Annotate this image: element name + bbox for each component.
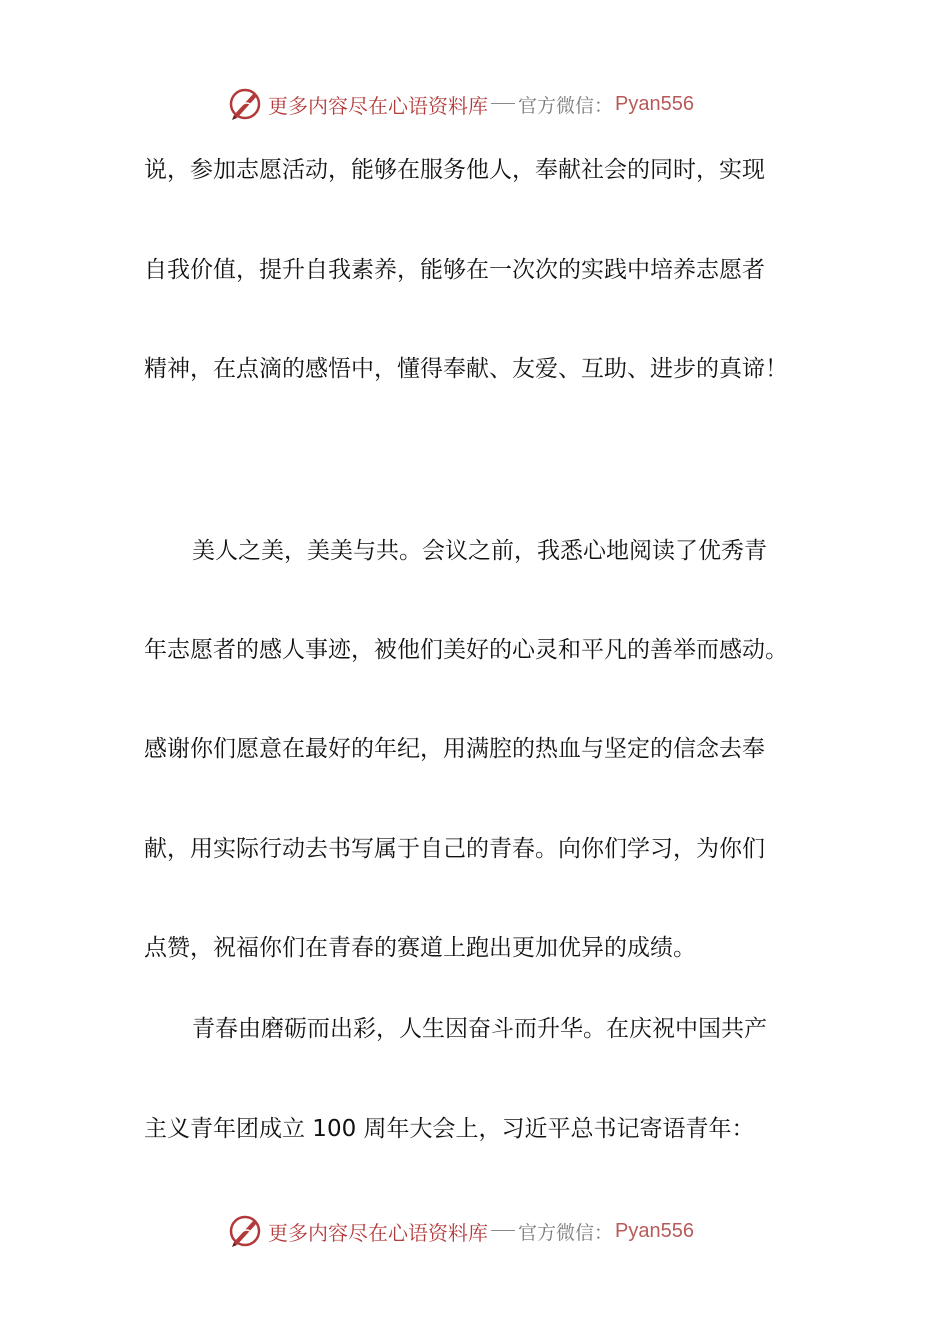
paragraph-1-line-3: 精神，在点滴的感悟中，懂得奉献、友爱、互助、进步的真谛！ bbox=[144, 356, 788, 382]
watermark-official-label: 官方微信： bbox=[518, 1221, 614, 1244]
watermark-brand-text: 更多内容尽在心语资料库 bbox=[268, 93, 488, 118]
watermark-official-label: 官方微信： bbox=[518, 94, 614, 117]
watermark-brand-text: 更多内容尽在心语资料库 bbox=[268, 1220, 488, 1245]
paragraph-2-line-5: 点赞，祝福你们在青春的赛道上跑出更加优异的成绩。 bbox=[144, 935, 696, 961]
footer-watermark bbox=[228, 1213, 694, 1249]
header-watermark bbox=[228, 86, 694, 122]
watermark-dash bbox=[491, 1230, 515, 1231]
paragraph-3-line-1: 青春由磨砺而出彩，人生因奋斗而升华。在庆祝中国共产 bbox=[192, 1016, 767, 1042]
watermark-dash bbox=[491, 103, 515, 104]
pen-logo-icon bbox=[228, 1214, 262, 1248]
watermark-wechat-id: Pyan556 bbox=[615, 1219, 694, 1242]
paragraph-2-line-2: 年志愿者的感人事迹，被他们美好的心灵和平凡的善举而感动。 bbox=[144, 637, 788, 663]
paragraph-2-line-4: 献，用实际行动去书写属于自己的青春。向你们学习，为你们 bbox=[144, 836, 765, 862]
paragraph-2-line-3: 感谢你们愿意在最好的年纪，用满腔的热血与坚定的信念去奉 bbox=[144, 736, 765, 762]
paragraph-3-line-2: 主义青年团成立 100 周年大会上，习近平总书记寄语青年： bbox=[144, 1116, 755, 1142]
paragraph-1-line-2: 自我价值，提升自我素养，能够在一次次的实践中培养志愿者 bbox=[144, 257, 765, 283]
pen-logo-icon bbox=[228, 87, 262, 121]
paragraph-2-line-1: 美人之美，美美与共。会议之前，我悉心地阅读了优秀青 bbox=[192, 538, 767, 564]
paragraph-1-line-1: 说，参加志愿活动，能够在服务他人，奉献社会的同时，实现 bbox=[144, 157, 765, 183]
watermark-wechat-id: Pyan556 bbox=[615, 92, 694, 115]
